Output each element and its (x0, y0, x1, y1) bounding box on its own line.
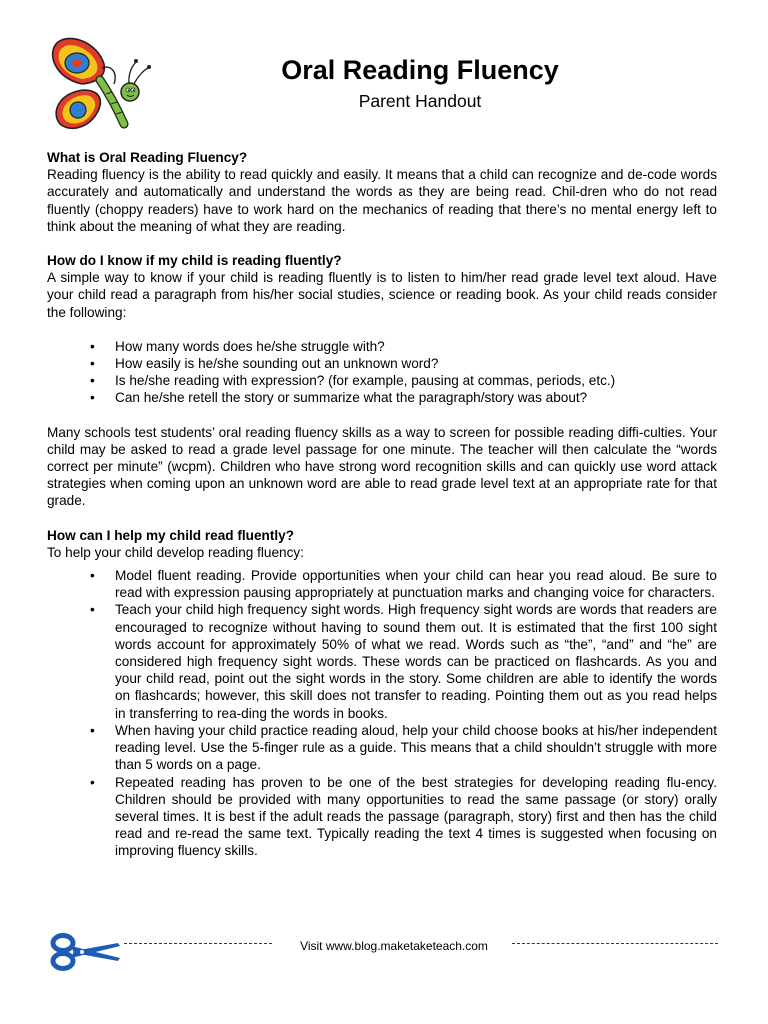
list-item: • Can he/she retell the story or summarize what the paragraph/story was about? (47, 389, 717, 406)
footer (0, 925, 768, 965)
page-subtitle: Parent Handout (358, 91, 482, 111)
bullet-list (47, 338, 717, 407)
cut-line-left (124, 943, 272, 944)
section-heading: How can I help my child read fluently? (47, 527, 294, 543)
list-item: • How many words does he/she struggle with? (47, 338, 717, 355)
section-heading: How do I know if my child is reading fluently? (47, 253, 342, 269)
butterfly-logo-icon (44, 34, 160, 136)
paragraph: To help your child develop reading fluency: (47, 544, 304, 560)
list-item: • Model fluent reading. Provide opportunities when your child can hear you read aloud. Be sure to read with expression pausing appropriately at punctuation marks and changing voice for characters. (47, 567, 717, 601)
section-heading: What is Oral Reading Fluency? (47, 150, 248, 165)
bullet-list (47, 567, 717, 859)
paragraph: Reading fluency is the ability to read quickly and easily. It means that a child can recognize and de-code words accurately and automatically and understand the words as they are being read. Chil-dren who do not read fluently (choppy readers) have to work hard on the mechanics of reading that there’s no mental energy left to think about the meaning of what they are reading. (47, 167, 717, 234)
list-item: • Repeated reading has proven to be one of the best strategies for developing reading flu-ency. Children should be provided with many opportunities to read the same passage (or story) orally several times. It is best if the adult reads the passage (paragraph, story) first and then has the child read and re-read the same text. Typically reading the text 4 times is suggested when focusing on improving fluency skills. (47, 774, 717, 860)
scissors-icon (50, 933, 122, 971)
paragraph: Many schools test students’ oral reading fluency skills as a way to screen for possible reading diffi-culties. Your child may be asked to read a grade level passage for one minute. The teacher will then calculate the “words correct per minute” (wcpm). Children who have strong word recognition skills and can quickly use word attack strategies when coming upon an unknown word are able to read grade level text at an appropriate rate for that grade. (47, 424, 717, 509)
paragraph: A simple way to know if your child is reading fluently is to listen to him/her read grade level text aloud. Have your child read a paragraph from his/her social studies, science or reading book. As your child reads consider the following: (47, 270, 717, 320)
document-body (47, 149, 717, 860)
list-item: • How easily is he/she sounding out an unknown word? (47, 355, 717, 372)
list-item: • Is he/she reading with expression? (for example, pausing at commas, periods, etc.) (47, 372, 717, 389)
list-item: • Teach your child high frequency sight words. High frequency sight words are words that readers are encouraged to recognize without having to sound them out. It is estimated that the first 100 sight words account for approximately 50% of what we read. Words such as “the”, “and” and “he” are considered high frequency sight words. These words can be practiced on flashcards. As you and your child read, point out the sight words in the story. Some children are able to identify the words on flashcards; however, this skill does not transfer to reading. Pointing them out as you read helps in transferring to rea-ding the words in books. (47, 601, 717, 721)
footer-link[interactable]: Visit www.blog.maketaketeach.com (300, 939, 488, 953)
cut-line-right (512, 943, 718, 944)
page-title: Oral Reading Fluency (281, 55, 559, 85)
list-item: • When having your child practice reading aloud, help your child choose books at his/her independent reading level. Use the 5-finger rule as a guide. This means that a child shouldn’t struggle with more than 5 words on a page. (47, 722, 717, 774)
